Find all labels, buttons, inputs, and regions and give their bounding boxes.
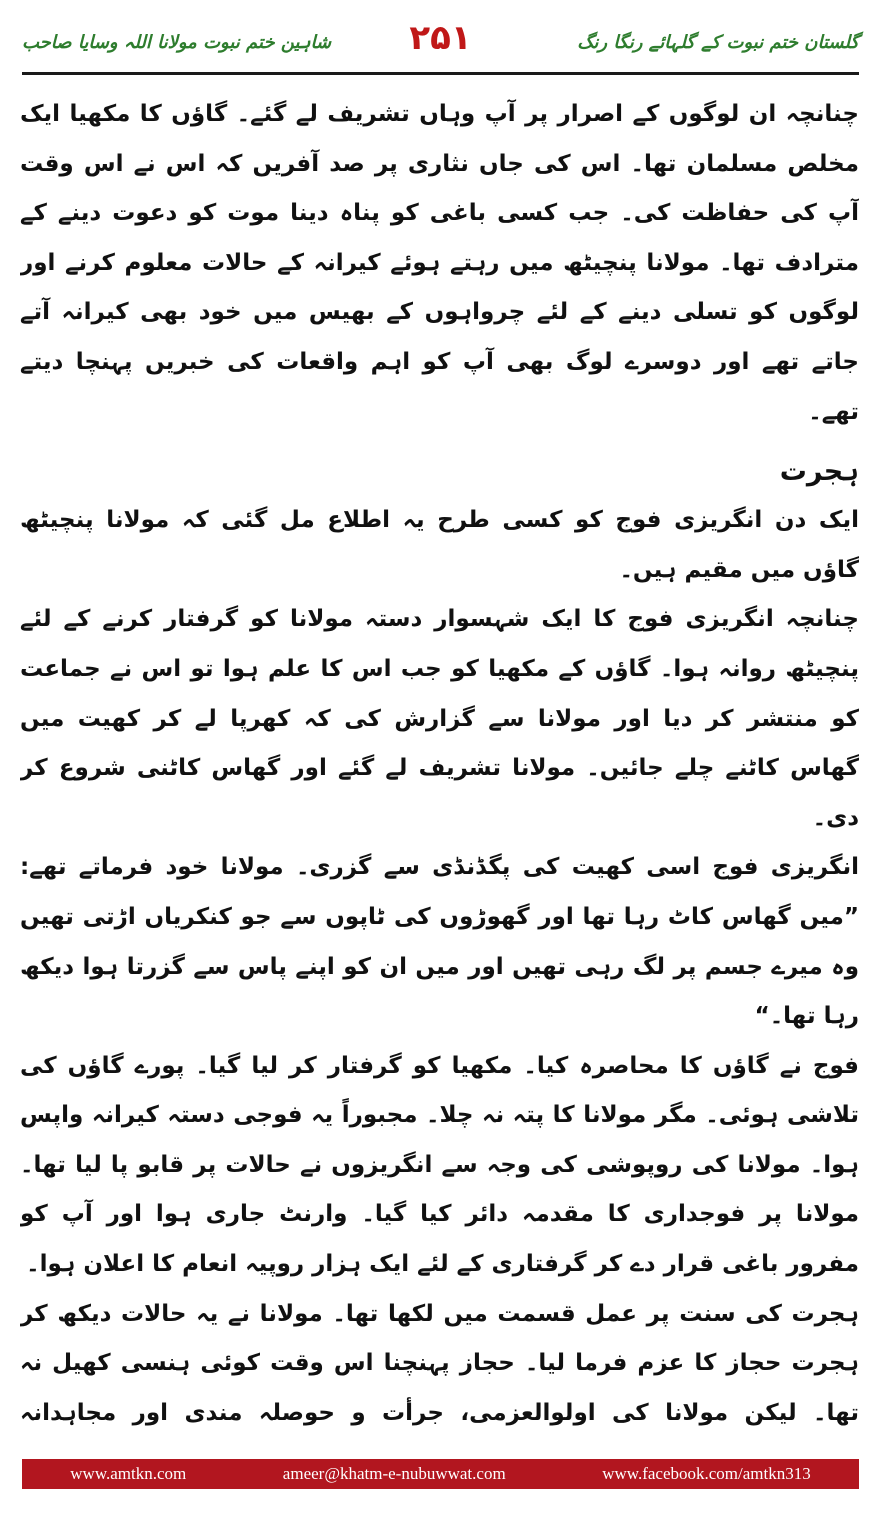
book-title: گلستان ختم نبوت کے گلہائے رنگا رنگ — [577, 32, 859, 53]
page-header — [22, 14, 859, 70]
paragraph: انگریزی فوج اسی کھیت کی پگڈنڈی سے گزری۔ مولانا خود فرماتے تھے: ”میں گھاس کاٹ رہا تھا اور گھوڑوں کی ٹاپوں سے جو کنکریاں اڑتی تھیں وہ میرے جسم پر لگ رہی تھیں اور میں ان کو اپنے پاس سے گزرتا ہوا دیکھ رہا تھا۔“ — [20, 854, 859, 1030]
paragraph: ایک دن انگریزی فوج کو کسی طرح یہ اطلاع مل گئی کہ مولانا پنچیٹھ گاؤں میں مقیم ہیں۔ — [20, 507, 859, 583]
section-heading: ہجرت — [779, 456, 859, 488]
body-text — [20, 90, 859, 1440]
paragraph: ہجرت کی سنت پر عمل قسمت میں لکھا تھا۔ مولانا نے یہ حالات دیکھ کر ہجرت حجاز کا عزم فرما لیا۔ حجاز پہنچنا اس وقت کوئی ہنسی کھیل نہ تھا۔ لیکن مولانا کی اولوالعزمی، جرأت و حوصلہ مندی اور مجاہدانہ — [20, 1300, 859, 1426]
header-divider — [22, 72, 859, 75]
facebook-link[interactable]: www.facebook.com/amtkn313 — [602, 1464, 811, 1483]
website-link[interactable]: www.amtkn.com — [70, 1464, 187, 1483]
email-link[interactable]: ameer@khatm-e-nubuwwat.com — [282, 1464, 506, 1483]
chapter-title: شاہین ختم نبوت مولانا اللہ وسایا صاحب — [22, 32, 332, 53]
paragraph: چنانچہ ان لوگوں کے اصرار پر آپ وہاں تشریف لے گئے۔ گاؤں کا مکھیا ایک مخلص مسلمان تھا۔ اس کی جاں نثاری پر صد آفریں کہ اس نے اس وقت آپ کی حفاظت کی۔ جب کسی باغی کو پناہ دینا موت کو دعوت دینے کے مترادف تھا۔ مولانا پنچیٹھ میں رہتے ہوئے کیرانہ کے حالات معلوم کرنے اور لوگوں کو تسلی دینے کے لئے چرواہوں کے بھیس میں خود بھی کیرانہ آتے جاتے تھے اور دوسرے لوگ بھی آپ کو اہم واقعات کی خبریں پہنچا دیتے تھے۔ — [20, 101, 859, 425]
page-number: ۲۵۱ — [409, 18, 472, 58]
footer-bar — [22, 1459, 859, 1489]
paragraph: چنانچہ انگریزی فوج کا ایک شہسوار دستہ مولانا کو گرفتار کرنے کے لئے پنچیٹھ روانہ ہوا۔ گاؤں کے مکھیا کو جب اس کا علم ہوا تو اس نے جماعت کو منتشر کر دیا اور مولانا سے گزارش کی کہ کھرپا لے کر کھیت میں گھاس کاٹنے چلے جائیں۔ مولانا تشریف لے گئے اور گھاس کاٹنی شروع کر دی۔ — [20, 606, 859, 831]
paragraph: فوج نے گاؤں کا محاصرہ کیا۔ مکھیا کو گرفتار کر لیا گیا۔ پورے گاؤں کی تلاشی ہوئی۔ مگر مولانا کا پتہ نہ چلا۔ مجبوراً یہ فوجی دستہ کیرانہ واپس ہوا۔ مولانا کی روپوشی کی وجہ سے انگریزوں نے حالات پر قابو پا لیا تھا۔ مولانا پر فوجداری کا مقدمہ دائر کیا گیا۔ وارنٹ جاری ہوا اور آپ کو مفرور باغی قرار دے کر گرفتاری کے لئے ایک ہزار روپیہ انعام کا اعلان ہوا۔ — [20, 1052, 859, 1278]
